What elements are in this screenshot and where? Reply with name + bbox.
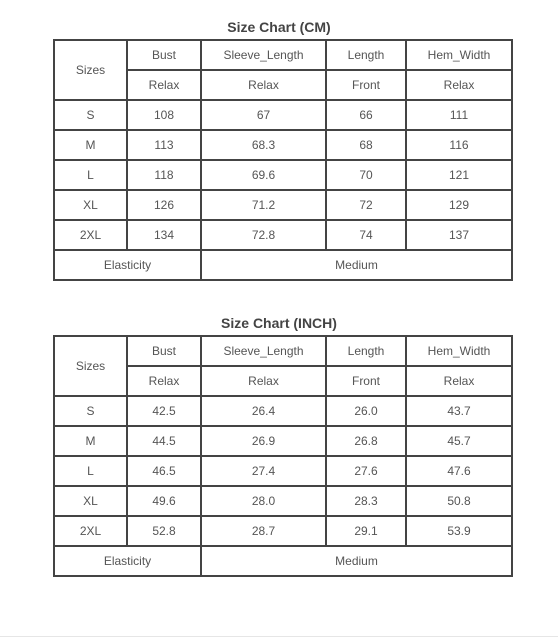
hem-width-value-cell: 121 — [406, 160, 512, 190]
size-cell: M — [54, 426, 127, 456]
length-value-cell: 68 — [326, 130, 406, 160]
hem-width-value-cell: 116 — [406, 130, 512, 160]
size-chart-cm-title: Size Chart (CM) — [227, 19, 331, 35]
table-row — [54, 426, 512, 456]
length-value-cell: 74 — [326, 220, 406, 250]
length-value-cell: 26.8 — [326, 426, 406, 456]
hem-width-value-cell: 45.7 — [406, 426, 512, 456]
sleeve-length-value-cell: 26.4 — [201, 396, 326, 426]
bottom-divider — [0, 636, 558, 637]
sleeve-length-header-cell: Sleeve_Length — [201, 336, 326, 366]
size-cell: XL — [54, 190, 127, 220]
elasticity-value-cell: Medium — [201, 250, 512, 280]
bust-value-cell: 108 — [127, 100, 201, 130]
bust-header-cell: Bust — [127, 336, 201, 366]
hem-width-fit-cell: Relax — [406, 70, 512, 100]
sizes-header-cell: Sizes — [54, 336, 127, 396]
size-chart-inch-title: Size Chart (INCH) — [221, 315, 337, 331]
table-row — [54, 160, 512, 190]
sleeve-length-value-cell: 67 — [201, 100, 326, 130]
table-row — [54, 516, 512, 546]
size-cell: L — [54, 160, 127, 190]
length-value-cell: 27.6 — [326, 456, 406, 486]
table-row — [54, 486, 512, 516]
sleeve-length-fit-cell: Relax — [201, 70, 326, 100]
length-value-cell: 70 — [326, 160, 406, 190]
bust-value-cell: 113 — [127, 130, 201, 160]
hem-width-value-cell: 111 — [406, 100, 512, 130]
size-cell: M — [54, 130, 127, 160]
bust-value-cell: 42.5 — [127, 396, 201, 426]
hem-width-fit-cell: Relax — [406, 366, 512, 396]
elasticity-label-cell: Elasticity — [54, 250, 201, 280]
sleeve-length-header-cell: Sleeve_Length — [201, 40, 326, 70]
sleeve-length-value-cell: 71.2 — [201, 190, 326, 220]
hem-width-value-cell: 50.8 — [406, 486, 512, 516]
size-cell: L — [54, 456, 127, 486]
size-cell: S — [54, 396, 127, 426]
table-row — [54, 130, 512, 160]
sleeve-length-value-cell: 26.9 — [201, 426, 326, 456]
hem-width-header-cell: Hem_Width — [406, 40, 512, 70]
bust-value-cell: 44.5 — [127, 426, 201, 456]
table-header-row — [54, 40, 512, 70]
bust-value-cell: 52.8 — [127, 516, 201, 546]
bust-fit-cell: Relax — [127, 366, 201, 396]
elasticity-value-cell: Medium — [201, 546, 512, 576]
table-row — [54, 396, 512, 426]
bust-value-cell: 134 — [127, 220, 201, 250]
hem-width-value-cell: 47.6 — [406, 456, 512, 486]
sizes-header-cell: Sizes — [54, 40, 127, 100]
size-chart-inch-table — [53, 335, 513, 577]
length-fit-cell: Front — [326, 70, 406, 100]
sleeve-length-value-cell: 69.6 — [201, 160, 326, 190]
size-chart-cm-table — [53, 39, 513, 281]
sleeve-length-value-cell: 72.8 — [201, 220, 326, 250]
elasticity-row — [54, 250, 512, 280]
table-row — [54, 190, 512, 220]
table-row — [54, 456, 512, 486]
length-value-cell: 26.0 — [326, 396, 406, 426]
sleeve-length-value-cell: 68.3 — [201, 130, 326, 160]
hem-width-value-cell: 137 — [406, 220, 512, 250]
length-header-cell: Length — [326, 336, 406, 366]
hem-width-value-cell: 43.7 — [406, 396, 512, 426]
length-value-cell: 29.1 — [326, 516, 406, 546]
hem-width-value-cell: 129 — [406, 190, 512, 220]
table-row — [54, 220, 512, 250]
length-value-cell: 72 — [326, 190, 406, 220]
bust-fit-cell: Relax — [127, 70, 201, 100]
hem-width-header-cell: Hem_Width — [406, 336, 512, 366]
bust-value-cell: 126 — [127, 190, 201, 220]
bust-header-cell: Bust — [127, 40, 201, 70]
size-cell: 2XL — [54, 220, 127, 250]
sleeve-length-fit-cell: Relax — [201, 366, 326, 396]
length-value-cell: 66 — [326, 100, 406, 130]
sleeve-length-value-cell: 28.0 — [201, 486, 326, 516]
elasticity-label-cell: Elasticity — [54, 546, 201, 576]
sleeve-length-value-cell: 28.7 — [201, 516, 326, 546]
hem-width-value-cell: 53.9 — [406, 516, 512, 546]
bust-value-cell: 49.6 — [127, 486, 201, 516]
length-header-cell: Length — [326, 40, 406, 70]
bust-value-cell: 46.5 — [127, 456, 201, 486]
table-row — [54, 100, 512, 130]
elasticity-row — [54, 546, 512, 576]
size-cell: S — [54, 100, 127, 130]
bust-value-cell: 118 — [127, 160, 201, 190]
length-fit-cell: Front — [326, 366, 406, 396]
sleeve-length-value-cell: 27.4 — [201, 456, 326, 486]
size-cell: 2XL — [54, 516, 127, 546]
size-cell: XL — [54, 486, 127, 516]
length-value-cell: 28.3 — [326, 486, 406, 516]
table-header-row — [54, 336, 512, 366]
